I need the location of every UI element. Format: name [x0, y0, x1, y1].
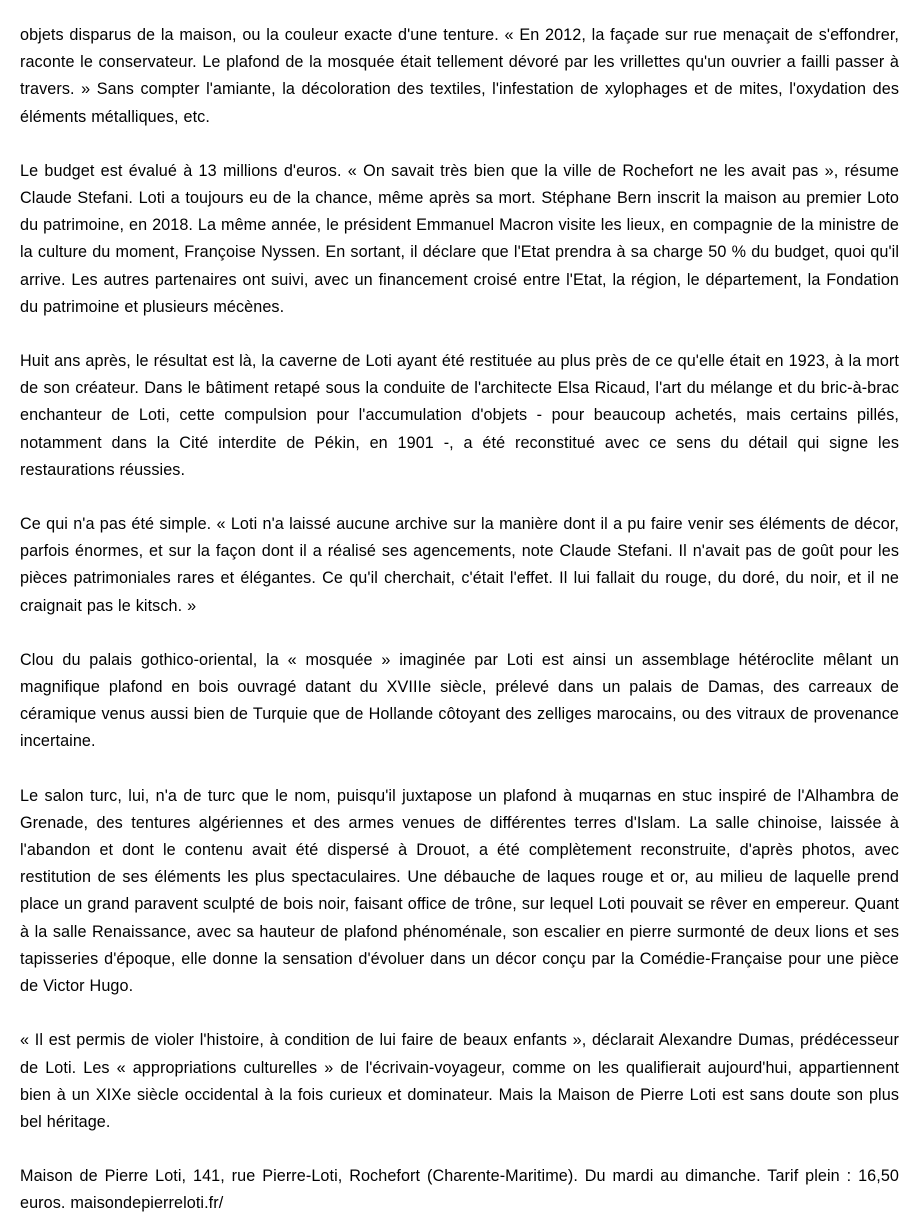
paragraph: Huit ans après, le résultat est là, la caverne de Loti ayant été restituée au plus près de ce qu'elle était en 1923, à la mort de son créateur. Dans le bâtiment retapé sous la conduite de l'architecte Elsa Ricaud, l'art du mélange et du bric-à-brac enchanteur de Loti, cette compulsion pour l'accumulation d'objets - pour beaucoup achetés, mais certains pillés, notamment dans la Cité interdite de Pékin, en 1901 -, a été reconstitué avec ce sens du détail qui signe les restaurations réussies. — [20, 352, 899, 479]
paragraph-practical-info: Maison de Pierre Loti, 141, rue Pierre-Loti, Rochefort (Charente-Maritime). Du mardi au dimanche. Tarif plein : 16,50 euros. maisondepierreloti.fr/ — [20, 1167, 899, 1213]
paragraph: Le budget est évalué à 13 millions d'euros. « On savait très bien que la ville de Rochefort ne les avait pas », résume Claude Stefani. Loti a toujours eu de la chance, même après sa mort. Stéphane Bern inscrit la maison au premier Loto du patrimoine, en 2018. La même année, le président Emmanuel Macron visite les lieux, en compagnie de la ministre de la culture du moment, Françoise Nyssen. En sortant, il déclare que l'Etat prendra à sa charge 50 % du budget, quoi qu'il arrive. Les autres partenaires ont suivi, avec un financement croisé entre l'Etat, la région, le département, la Fondation du patrimoine et plusieurs mécènes. — [20, 161, 899, 316]
paragraph: Ce qui n'a pas été simple. « Loti n'a laissé aucune archive sur la manière dont il a pu faire venir ses éléments de décor, parfois énormes, et sur la façon dont il a réalisé ses agencements, note Claude Stefani. Il n'avait pas de goût pour les pièces patrimoniales rares et élégantes. Ce qu'il cherchait, c'était l'effet. Il lui fallait du rouge, du doré, du noir, et il ne craignait pas le kitsch. » — [20, 515, 899, 615]
paragraph: Le salon turc, lui, n'a de turc que le nom, puisqu'il juxtapose un plafond à muqarnas en stuc inspiré de l'Alhambra de Grenade, des tentures algériennes et des armes venues de différentes terres d'Islam. La salle chinoise, laissée à l'abandon et dont le contenu avait été dispersé à Drouot, a été complètement reconstruite, d'après photos, avec restitution de ses éléments les plus spectaculaires. Une débauche de laques rouge et or, au milieu de laquelle prend place un grand paravent sculpté de bois noir, faisant office de trône, sur lequel Loti pouvait se rêver en empereur. Quant à la salle Renaissance, avec sa hauteur de plafond phénoménale, son escalier en pierre surmonté de deux lions et ses tapisseries d'époque, elle donne la sensation d'évoluer dans un décor conçu par la Comédie-Française pour une pièce de Victor Hugo. — [20, 786, 899, 996]
paragraph: Clou du palais gothico-oriental, la « mosquée » imaginée par Loti est ainsi un assemblage hétéroclite mêlant un magnifique plafond en bois ouvragé datant du XVIIIe siècle, prélevé dans un palais de Damas, des carreaux de céramique venus aussi bien de Turquie que de Hollande côtoyant des zelliges marocains, ou des vitraux de provenance incertaine. — [20, 650, 899, 751]
paragraph: « Il est permis de violer l'histoire, à condition de lui faire de beaux enfants », déclarait Alexandre Dumas, prédécesseur de Loti. Les « appropriations culturelles » de l'écrivain-voyageur, comme on les qualifierait aujourd'hui, appartiennent bien à un XIXe siècle occidental à la fois curieux et dominateur. Mais la Maison de Pierre Loti est sans doute son plus bel héritage. — [20, 1031, 899, 1131]
paragraph: objets disparus de la maison, ou la couleur exacte d'une tenture. « En 2012, la façade sur rue menaçait de s'effondrer, raconte le conservateur. Le plafond de la mosquée était tellement dévoré par les vrillettes qu'un ouvrier a failli passer à travers. » Sans compter l'amiante, la décoloration des textiles, l'infestation de xylophages et de mites, l'oxydation des éléments métalliques, etc. — [20, 26, 899, 126]
